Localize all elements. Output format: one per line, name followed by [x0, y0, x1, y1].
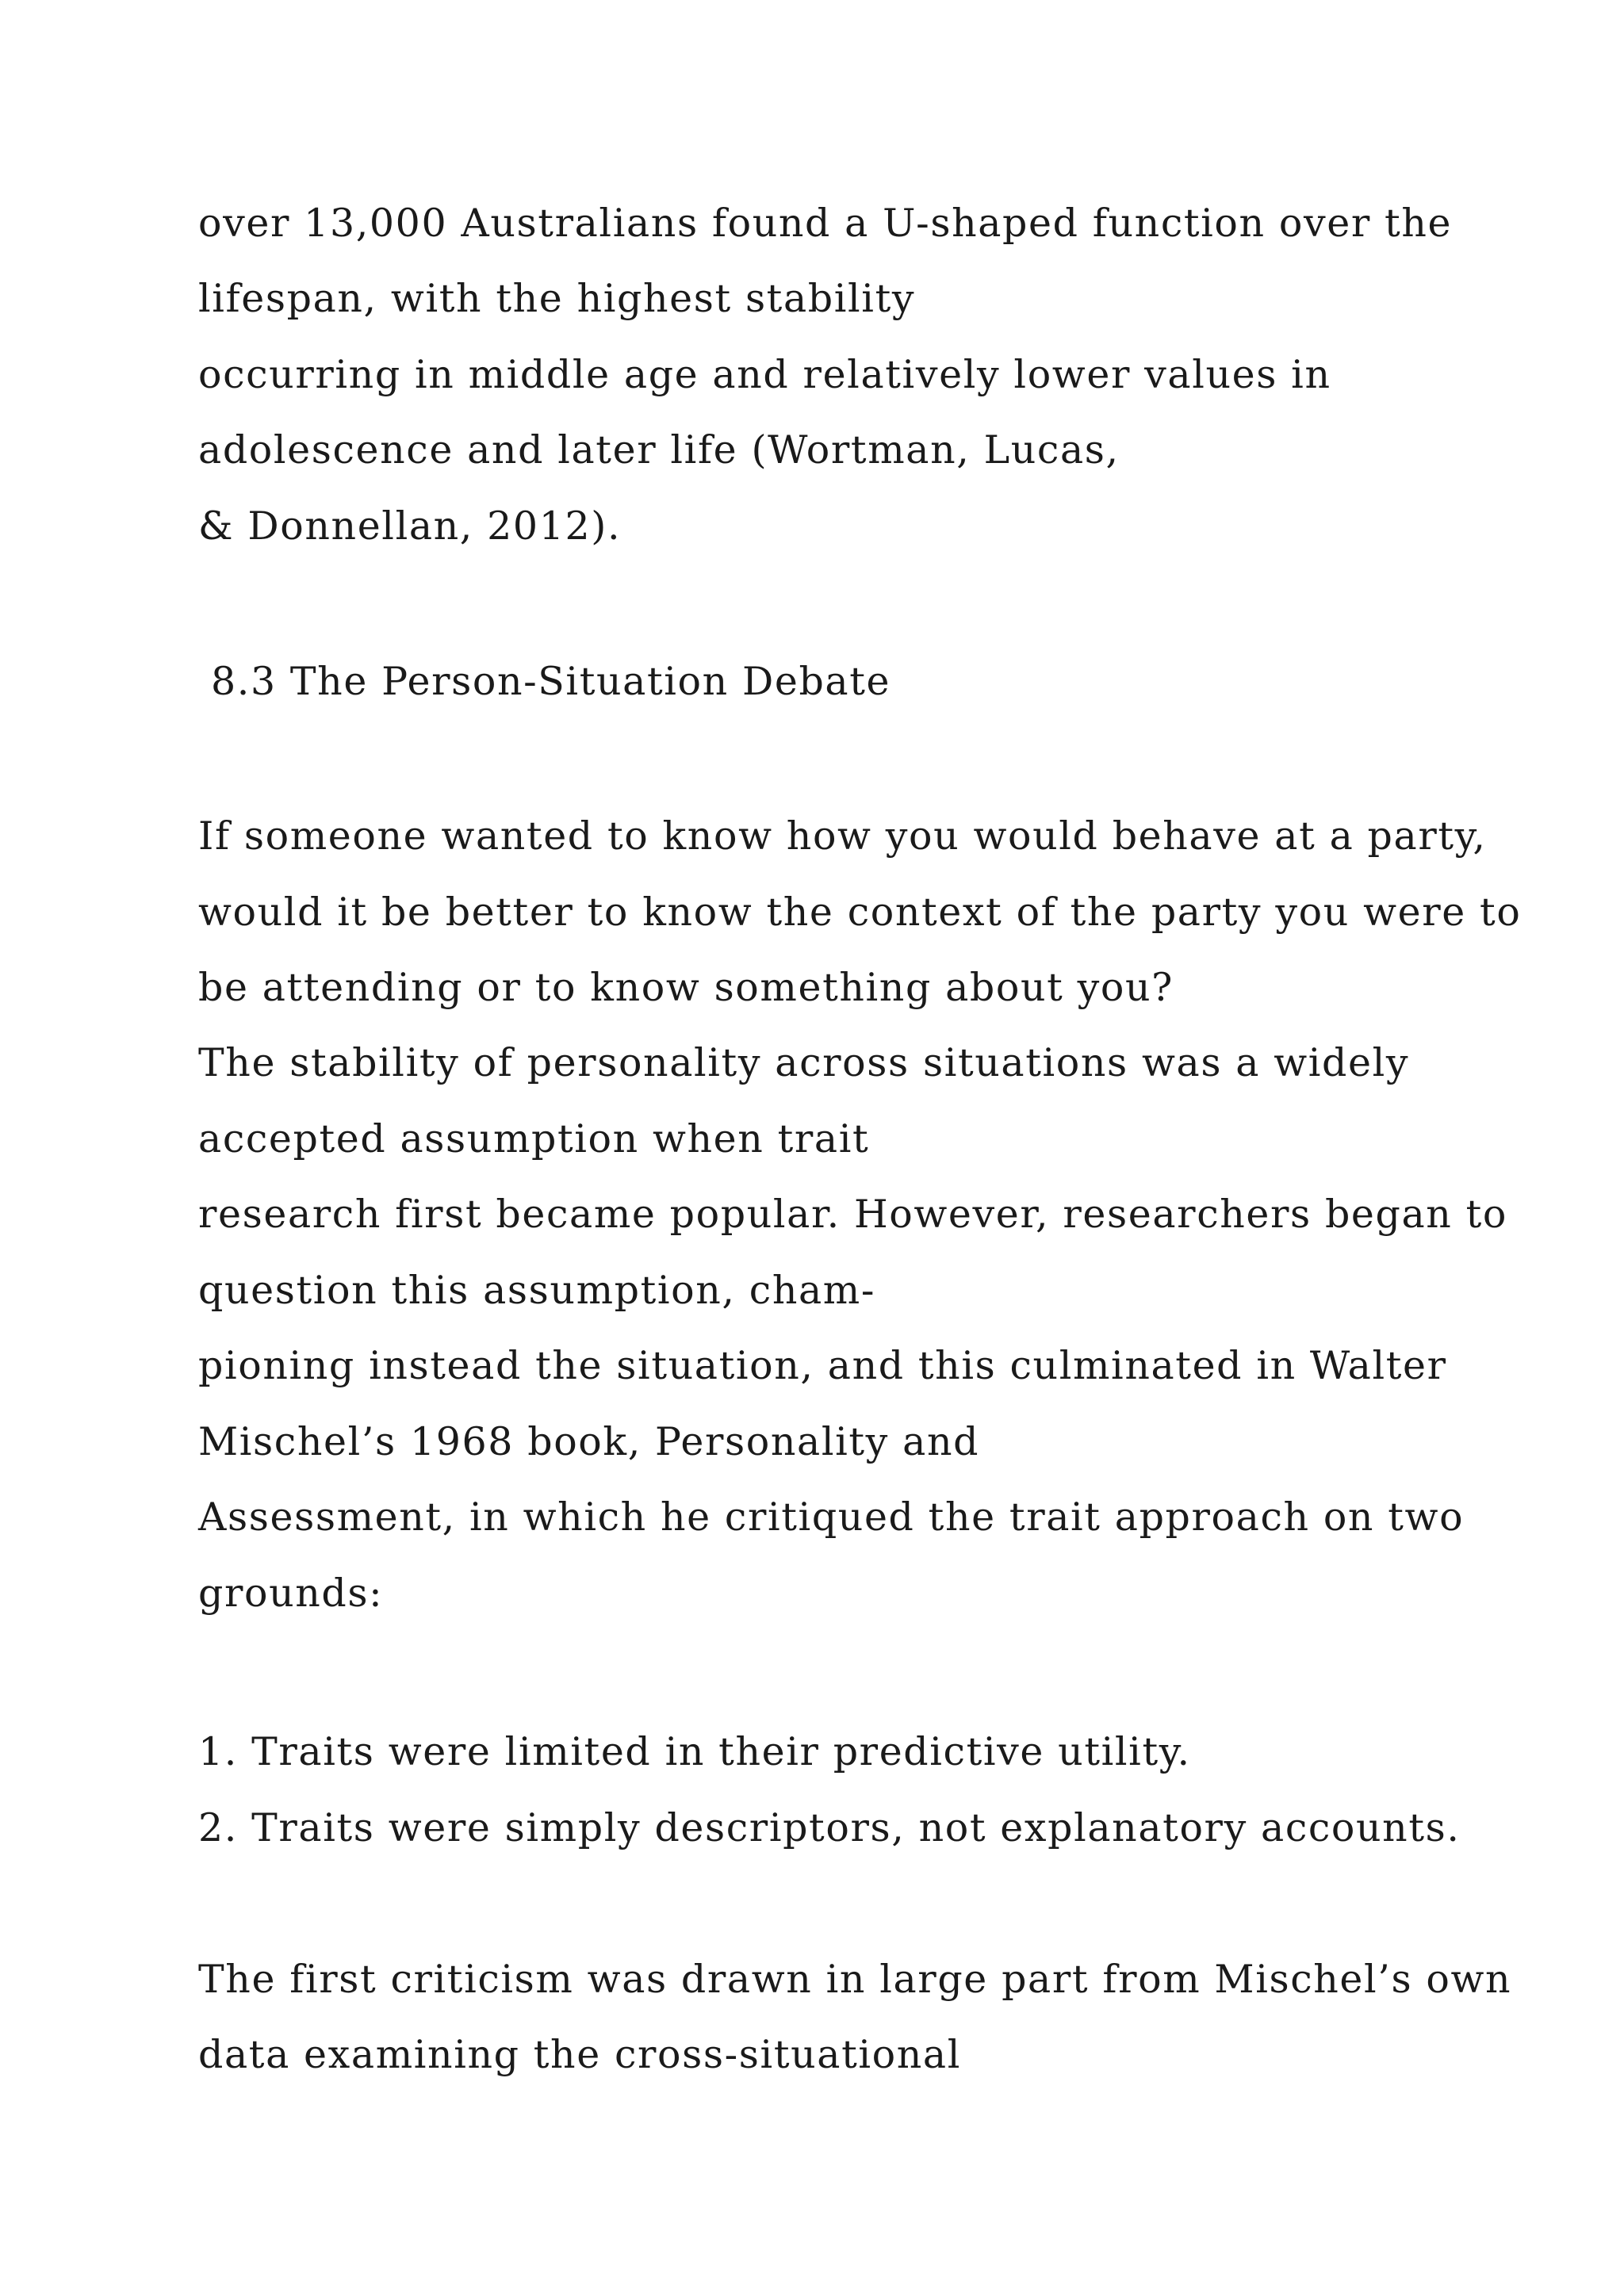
text-line: accepted assumption when trait	[198, 1116, 870, 1161]
text-line: lifespan, with the highest stability	[198, 276, 916, 321]
list-item: 2. Traits were simply descriptors, not explanatory accounts.	[198, 1805, 1461, 1850]
text-line: be attending or to know something about you?	[198, 965, 1174, 1010]
text-line: If someone wanted to know how you would behave at a party,	[198, 813, 1487, 859]
section-heading: 8.3 The Person-Situation Debate	[211, 659, 891, 704]
text-line: research first became popular. However, researchers began to	[198, 1192, 1508, 1237]
text-line: question this assumption, cham-	[198, 1268, 876, 1313]
text-line: would it be better to know the context of the party you were to	[198, 890, 1522, 935]
text-line: pioning instead the situation, and this culminated in Walter	[198, 1343, 1447, 1388]
text-line: & Donnellan, 2012).	[198, 503, 622, 549]
list-item: 1. Traits were limited in their predictive utility.	[198, 1729, 1191, 1774]
text-line: occurring in middle age and relatively lower values in	[198, 352, 1331, 397]
text-line: data examining the cross-situational	[198, 2032, 961, 2077]
text-line: adolescence and later life (Wortman, Lucas,	[198, 427, 1120, 473]
text-line: The stability of personality across situations was a widely	[198, 1040, 1410, 1085]
text-line: Assessment, in which he critiqued the trait approach on two	[198, 1494, 1465, 1540]
text-line: over 13,000 Australians found a U-shaped function over the	[198, 201, 1453, 246]
text-line: Mischel’s 1968 book, Personality and	[198, 1419, 980, 1464]
text-line: grounds:	[198, 1571, 384, 1616]
text-line: The first criticism was drawn in large part from Mischel’s own	[198, 1957, 1512, 2002]
